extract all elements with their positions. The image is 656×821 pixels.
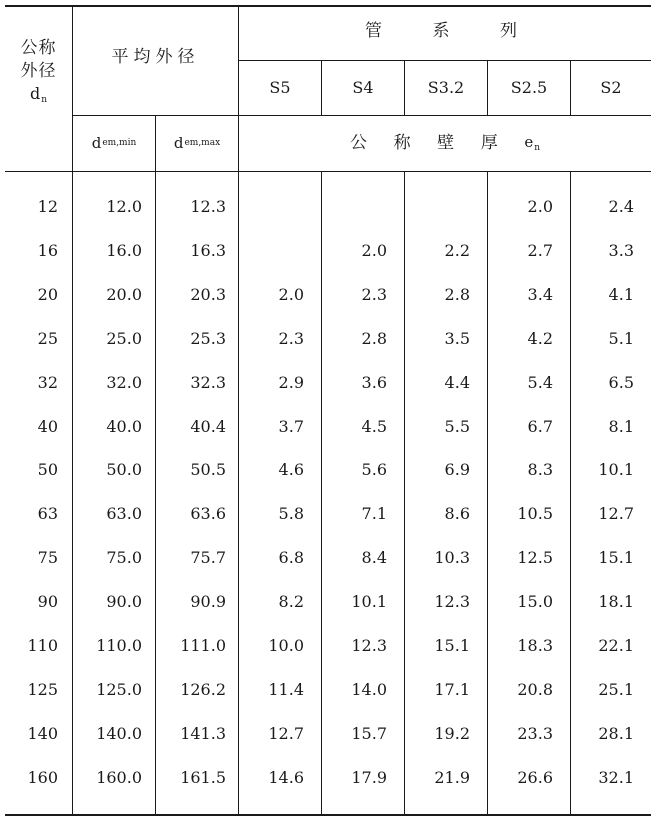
dem-max-value: 161.5 xyxy=(180,767,226,787)
s4-value: 4.5 xyxy=(361,416,387,436)
s5-value: 12.7 xyxy=(268,723,304,743)
s4-value: 8.4 xyxy=(361,548,387,568)
s25-value: 18.3 xyxy=(517,636,553,655)
nominal-od-symbol xyxy=(30,86,47,105)
nominal-od-value: 160 xyxy=(27,767,58,787)
s25-value: 6.7 xyxy=(527,416,553,436)
s32-value: 2.2 xyxy=(444,240,470,260)
dem-min-value: 20.0 xyxy=(106,284,142,304)
wall-thickness-char-2: 称 xyxy=(393,133,411,153)
s25-value: 26.6 xyxy=(517,767,553,787)
dem-min-symbol: d xyxy=(91,134,102,152)
series-s2-header: S2 xyxy=(600,78,622,97)
col-divider-s25-body xyxy=(570,171,571,815)
col-divider-min xyxy=(155,115,156,815)
wall-thickness-label xyxy=(350,132,540,153)
col-divider-max xyxy=(238,6,239,815)
dem-max-value: 75.7 xyxy=(190,548,226,568)
wall-thickness-char-3: 壁 xyxy=(437,133,455,153)
s5-value: 2.3 xyxy=(278,328,304,348)
dem-max-value: 126.2 xyxy=(180,679,226,699)
pipe-series-char-2: 系 xyxy=(432,20,450,41)
nominal-od-value: 140 xyxy=(27,723,58,743)
nominal-od-value: 125 xyxy=(27,679,58,699)
s4-value: 3.6 xyxy=(361,372,387,392)
s25-value: 3.4 xyxy=(527,284,553,304)
s4-value: 2.0 xyxy=(361,240,387,260)
nominal-od-header xyxy=(5,40,72,130)
dem-max-value: 90.9 xyxy=(190,592,226,612)
s2-value: 3.3 xyxy=(608,240,634,260)
dem-min-header xyxy=(73,116,155,171)
pipe-series-char-1: 管 xyxy=(365,20,382,41)
nominal-od-value: 75 xyxy=(37,548,58,568)
dem-max-value: 50.5 xyxy=(190,460,226,480)
s32-value: 2.8 xyxy=(444,284,470,304)
dem-min-value: 12.0 xyxy=(106,197,142,216)
mean-od-header xyxy=(73,30,238,85)
nominal-od-value: 40 xyxy=(37,416,58,436)
s25-value: 15.0 xyxy=(517,592,553,612)
nominal-od-value: 50 xyxy=(37,460,58,480)
en-subscript: n xyxy=(534,142,540,153)
dem-min-value: 25.0 xyxy=(106,328,142,348)
s2-value: 10.1 xyxy=(598,460,634,480)
dem-min-value: 50.0 xyxy=(106,460,142,480)
s25-value: 23.3 xyxy=(517,723,553,743)
s5-value: 8.2 xyxy=(278,592,304,612)
s2-value: 4.1 xyxy=(608,284,634,304)
s5-value: 6.8 xyxy=(278,548,304,568)
s25-value: 5.4 xyxy=(527,372,553,392)
col-divider-s4-body xyxy=(404,171,405,815)
nominal-od-value: 16 xyxy=(37,240,58,260)
nominal-od-value: 25 xyxy=(37,328,58,348)
s32-value: 12.3 xyxy=(434,592,470,612)
s5-value: 14.6 xyxy=(268,767,304,787)
s25-value: 4.2 xyxy=(527,328,553,348)
nominal-od-value: 110 xyxy=(27,636,58,655)
s2-value: 28.1 xyxy=(598,723,634,743)
wall-thickness-char-1: 公 xyxy=(350,133,367,153)
s2-value: 5.1 xyxy=(608,328,634,348)
en-symbol: e xyxy=(524,132,534,151)
dem-max-value: 20.3 xyxy=(190,284,226,304)
s2-value: 25.1 xyxy=(598,679,634,699)
s25-value: 10.5 xyxy=(517,504,553,524)
nominal-od-line1: 公称 xyxy=(20,38,57,58)
wall-thickness-symbol xyxy=(524,132,540,153)
s4-value: 12.3 xyxy=(351,636,387,655)
bottom-border xyxy=(5,814,651,816)
series-s25-header: S2.5 xyxy=(510,78,548,97)
s2-value: 18.1 xyxy=(598,592,634,612)
s5-value: 2.0 xyxy=(278,284,304,304)
pipe-series-label xyxy=(365,20,517,41)
dem-max-value: 63.6 xyxy=(190,504,226,524)
dem-max-value: 32.3 xyxy=(190,372,226,392)
s4-value: 7.1 xyxy=(361,504,387,524)
s25-value: 8.3 xyxy=(527,460,553,480)
header-bottom-rule xyxy=(5,171,651,172)
nominal-od-value: 20 xyxy=(37,284,58,304)
dem-max-value: 16.3 xyxy=(190,240,226,260)
dem-max-subscript: em,max xyxy=(184,138,221,148)
series-s32-header: S3.2 xyxy=(427,78,465,97)
s32-value: 19.2 xyxy=(434,723,470,743)
dem-max-value: 40.4 xyxy=(190,416,226,436)
s4-value: 17.9 xyxy=(351,767,387,787)
s4-value: 15.7 xyxy=(351,723,387,743)
dem-min-subscript: em,min xyxy=(102,138,137,148)
s5-value: 11.4 xyxy=(268,679,304,699)
s2-value: 2.4 xyxy=(608,197,634,216)
top-border xyxy=(5,5,651,7)
mean-od-label: 平均外径 xyxy=(111,47,200,67)
s32-value: 5.5 xyxy=(444,416,470,436)
dem-min-value: 63.0 xyxy=(106,504,142,524)
s32-value: 21.9 xyxy=(434,767,470,787)
s32-value: 15.1 xyxy=(434,636,470,655)
dem-max-value: 111.0 xyxy=(180,636,226,655)
s25-value: 2.0 xyxy=(527,197,553,216)
dem-max-symbol: d xyxy=(173,134,184,152)
s2-value: 15.1 xyxy=(598,548,634,568)
col-divider-s32-body xyxy=(487,171,488,815)
s32-value: 6.9 xyxy=(444,460,470,480)
dem-min-value: 75.0 xyxy=(106,548,142,568)
nominal-od-value: 63 xyxy=(37,504,58,524)
s25-value: 2.7 xyxy=(527,240,553,260)
pipe-series-char-3: 列 xyxy=(500,20,517,41)
s5-value: 5.8 xyxy=(278,504,304,524)
col-divider-s5-body xyxy=(321,171,322,815)
s32-value: 3.5 xyxy=(444,328,470,348)
s32-value: 8.6 xyxy=(444,504,470,524)
s4-value: 5.6 xyxy=(361,460,387,480)
dem-max-value: 25.3 xyxy=(190,328,226,348)
s2-value: 8.1 xyxy=(608,416,634,436)
dem-min-value: 32.0 xyxy=(106,372,142,392)
s5-value: 3.7 xyxy=(278,416,304,436)
s4-value: 2.8 xyxy=(361,328,387,348)
s4-value: 14.0 xyxy=(351,679,387,699)
dem-max-value: 12.3 xyxy=(190,197,226,216)
s2-value: 12.7 xyxy=(598,504,634,524)
nominal-od-line2: 外径 xyxy=(20,61,57,81)
s32-value: 17.1 xyxy=(434,679,470,699)
wall-thickness-char-4: 厚 xyxy=(480,133,498,153)
s5-value: 2.9 xyxy=(278,372,304,392)
s32-value: 10.3 xyxy=(434,548,470,568)
s2-value: 22.1 xyxy=(598,636,634,655)
s5-value: 4.6 xyxy=(278,460,304,480)
nominal-od-value: 32 xyxy=(37,372,58,392)
series-s5-header: S5 xyxy=(269,78,291,97)
dem-min-value: 40.0 xyxy=(106,416,142,436)
dn-subscript: n xyxy=(41,95,48,105)
dem-min-value: 160.0 xyxy=(96,767,142,787)
s5-value: 10.0 xyxy=(268,636,304,655)
nominal-od-value: 12 xyxy=(37,197,58,216)
s4-value: 2.3 xyxy=(361,284,387,304)
dem-min-value: 16.0 xyxy=(106,240,142,260)
pipe-series-header xyxy=(365,17,517,45)
s32-value: 4.4 xyxy=(444,372,470,392)
dem-max-value: 141.3 xyxy=(180,723,226,743)
s25-value: 12.5 xyxy=(517,548,553,568)
series-s4-header: S4 xyxy=(352,78,374,97)
dem-min-value: 110.0 xyxy=(96,636,142,655)
s2-value: 6.5 xyxy=(608,372,634,392)
nominal-od-value: 90 xyxy=(37,592,58,612)
s2-value: 32.1 xyxy=(598,767,634,787)
s4-value: 10.1 xyxy=(351,592,387,612)
dem-min-value: 125.0 xyxy=(96,679,142,699)
s25-value: 20.8 xyxy=(517,679,553,699)
wall-thickness-header xyxy=(350,116,540,171)
dem-min-value: 140.0 xyxy=(96,723,142,743)
dn-symbol: d xyxy=(29,84,41,103)
dem-min-value: 90.0 xyxy=(106,592,142,612)
dem-max-header xyxy=(156,116,238,171)
